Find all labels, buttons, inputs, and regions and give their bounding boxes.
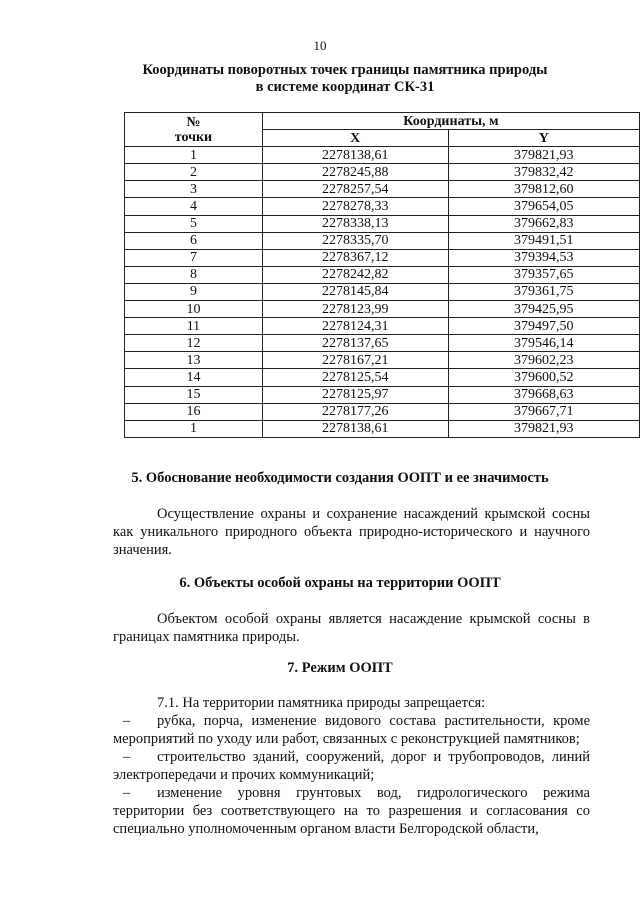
prohibition-text: строительство зданий, сооружений, дорог и трубопроводов, линий электропередачи и прочих коммуникаций;: [113, 749, 590, 783]
prohibition-text: изменение уровня грунтовых вод, гидрологического режима территории без соответствующего на то разрешения и согласования со специально уполномоченным органом власти Белгородской области,: [113, 785, 590, 837]
x-coordinate-cell: 2278124,31: [262, 318, 448, 335]
x-coordinate-cell: 2278145,84: [262, 283, 448, 300]
point-number-cell: 11: [125, 318, 263, 335]
y-coordinate-cell: 379654,05: [448, 198, 639, 215]
page-number: 10: [313, 38, 327, 53]
prohibition-item-3: [113, 784, 590, 838]
table-row: [125, 232, 640, 249]
y-coordinate-cell: 379491,51: [448, 232, 639, 249]
point-number-cell: 1: [125, 420, 263, 437]
section5-heading: 5. Обоснование необходимости создания ООПТ и ее значимость: [131, 470, 549, 486]
header-num-symbol: №: [186, 114, 201, 130]
table-row: [125, 335, 640, 352]
y-coordinate-cell: 379357,65: [448, 266, 639, 283]
coordinates-table-body: [125, 147, 640, 438]
header-num-label: точки: [174, 129, 213, 145]
point-number-cell: 7: [125, 249, 263, 266]
table-title-line1: Координаты поворотных точек границы памятника природы: [142, 62, 548, 78]
section6-text: Объектом особой охраны является насаждение крымской сосны в границах памятника природы.: [113, 611, 590, 645]
x-coordinate-cell: 2278177,26: [262, 403, 448, 420]
section5-text: Осуществление охраны и сохранение насаждений крымской сосны как уникального природного объекта природно-исторического и научного значения.: [113, 506, 590, 558]
table-row: [125, 215, 640, 232]
x-coordinate-cell: 2278242,82: [262, 266, 448, 283]
table-row: [125, 164, 640, 181]
y-coordinate-cell: 379394,53: [448, 249, 639, 266]
x-coordinate-cell: 2278335,70: [262, 232, 448, 249]
dash-marker: –: [123, 749, 131, 765]
table-row: [125, 283, 640, 300]
x-coordinate-cell: 2278137,65: [262, 335, 448, 352]
y-coordinate-cell: 379546,14: [448, 335, 639, 352]
x-coordinate-cell: 2278138,61: [262, 147, 448, 164]
point-number-cell: 16: [125, 403, 263, 420]
dash-marker: –: [123, 713, 131, 729]
point-number-cell: 3: [125, 181, 263, 198]
prohibition-item-1: [113, 712, 590, 748]
table-title: [100, 62, 590, 96]
table-row: [125, 403, 640, 420]
x-coordinate-cell: 2278138,61: [262, 420, 448, 437]
x-coordinate-cell: 2278278,33: [262, 198, 448, 215]
header-y: Y: [448, 130, 639, 147]
y-coordinate-cell: 379832,42: [448, 164, 639, 181]
x-coordinate-cell: 2278338,13: [262, 215, 448, 232]
y-coordinate-cell: 379662,83: [448, 215, 639, 232]
x-coordinate-cell: 2278367,12: [262, 249, 448, 266]
table-row: [125, 301, 640, 318]
table-row: [125, 266, 640, 283]
x-coordinate-cell: 2278125,97: [262, 386, 448, 403]
table-row: [125, 249, 640, 266]
x-coordinate-cell: 2278245,88: [262, 164, 448, 181]
y-coordinate-cell: 379425,95: [448, 301, 639, 318]
x-coordinate-cell: 2278167,21: [262, 352, 448, 369]
y-coordinate-cell: 379668,63: [448, 386, 639, 403]
table-row: [125, 181, 640, 198]
x-coordinate-cell: 2278125,54: [262, 369, 448, 386]
table-row: [125, 420, 640, 437]
table-row: [125, 352, 640, 369]
section6-heading: 6. Объекты особой охраны на территории ООПТ: [179, 575, 501, 591]
point-number-cell: 6: [125, 232, 263, 249]
prohibition-text: рубка, порча, изменение видового состава растительности, кроме мероприятий по уходу или работ, связанных с реконструкцией памятников;: [113, 713, 590, 747]
y-coordinate-cell: 379821,93: [448, 420, 639, 437]
table-row: [125, 369, 640, 386]
header-coordinates: Координаты, м: [262, 113, 639, 130]
table-row: [125, 386, 640, 403]
dash-marker: –: [123, 785, 131, 801]
section7-heading: 7. Режим ООПТ: [287, 660, 393, 676]
point-number-cell: 1: [125, 147, 263, 164]
point-number-cell: 12: [125, 335, 263, 352]
point-number-cell: 2: [125, 164, 263, 181]
point-number-cell: 8: [125, 266, 263, 283]
point-number-cell: 9: [125, 283, 263, 300]
table-row: [125, 318, 640, 335]
point-number-cell: 13: [125, 352, 263, 369]
x-coordinate-cell: 2278257,54: [262, 181, 448, 198]
point-number-cell: 10: [125, 301, 263, 318]
header-x: X: [262, 130, 448, 147]
y-coordinate-cell: 379602,23: [448, 352, 639, 369]
y-coordinate-cell: 379667,71: [448, 403, 639, 420]
y-coordinate-cell: 379821,93: [448, 147, 639, 164]
table-title-line2: в системе координат СК-31: [255, 79, 435, 95]
point-number-cell: 15: [125, 386, 263, 403]
y-coordinate-cell: 379812,60: [448, 181, 639, 198]
y-coordinate-cell: 379600,52: [448, 369, 639, 386]
table-row: [125, 198, 640, 215]
x-coordinate-cell: 2278123,99: [262, 301, 448, 318]
coordinates-table: [124, 112, 640, 438]
point-number-cell: 5: [125, 215, 263, 232]
point-number-cell: 14: [125, 369, 263, 386]
table-row: [125, 147, 640, 164]
prohibition-item-2: [113, 748, 590, 784]
section7-intro: 7.1. На территории памятника природы запрещается:: [157, 695, 486, 711]
y-coordinate-cell: 379361,75: [448, 283, 639, 300]
point-number-cell: 4: [125, 198, 263, 215]
header-point-number: [125, 113, 263, 147]
y-coordinate-cell: 379497,50: [448, 318, 639, 335]
